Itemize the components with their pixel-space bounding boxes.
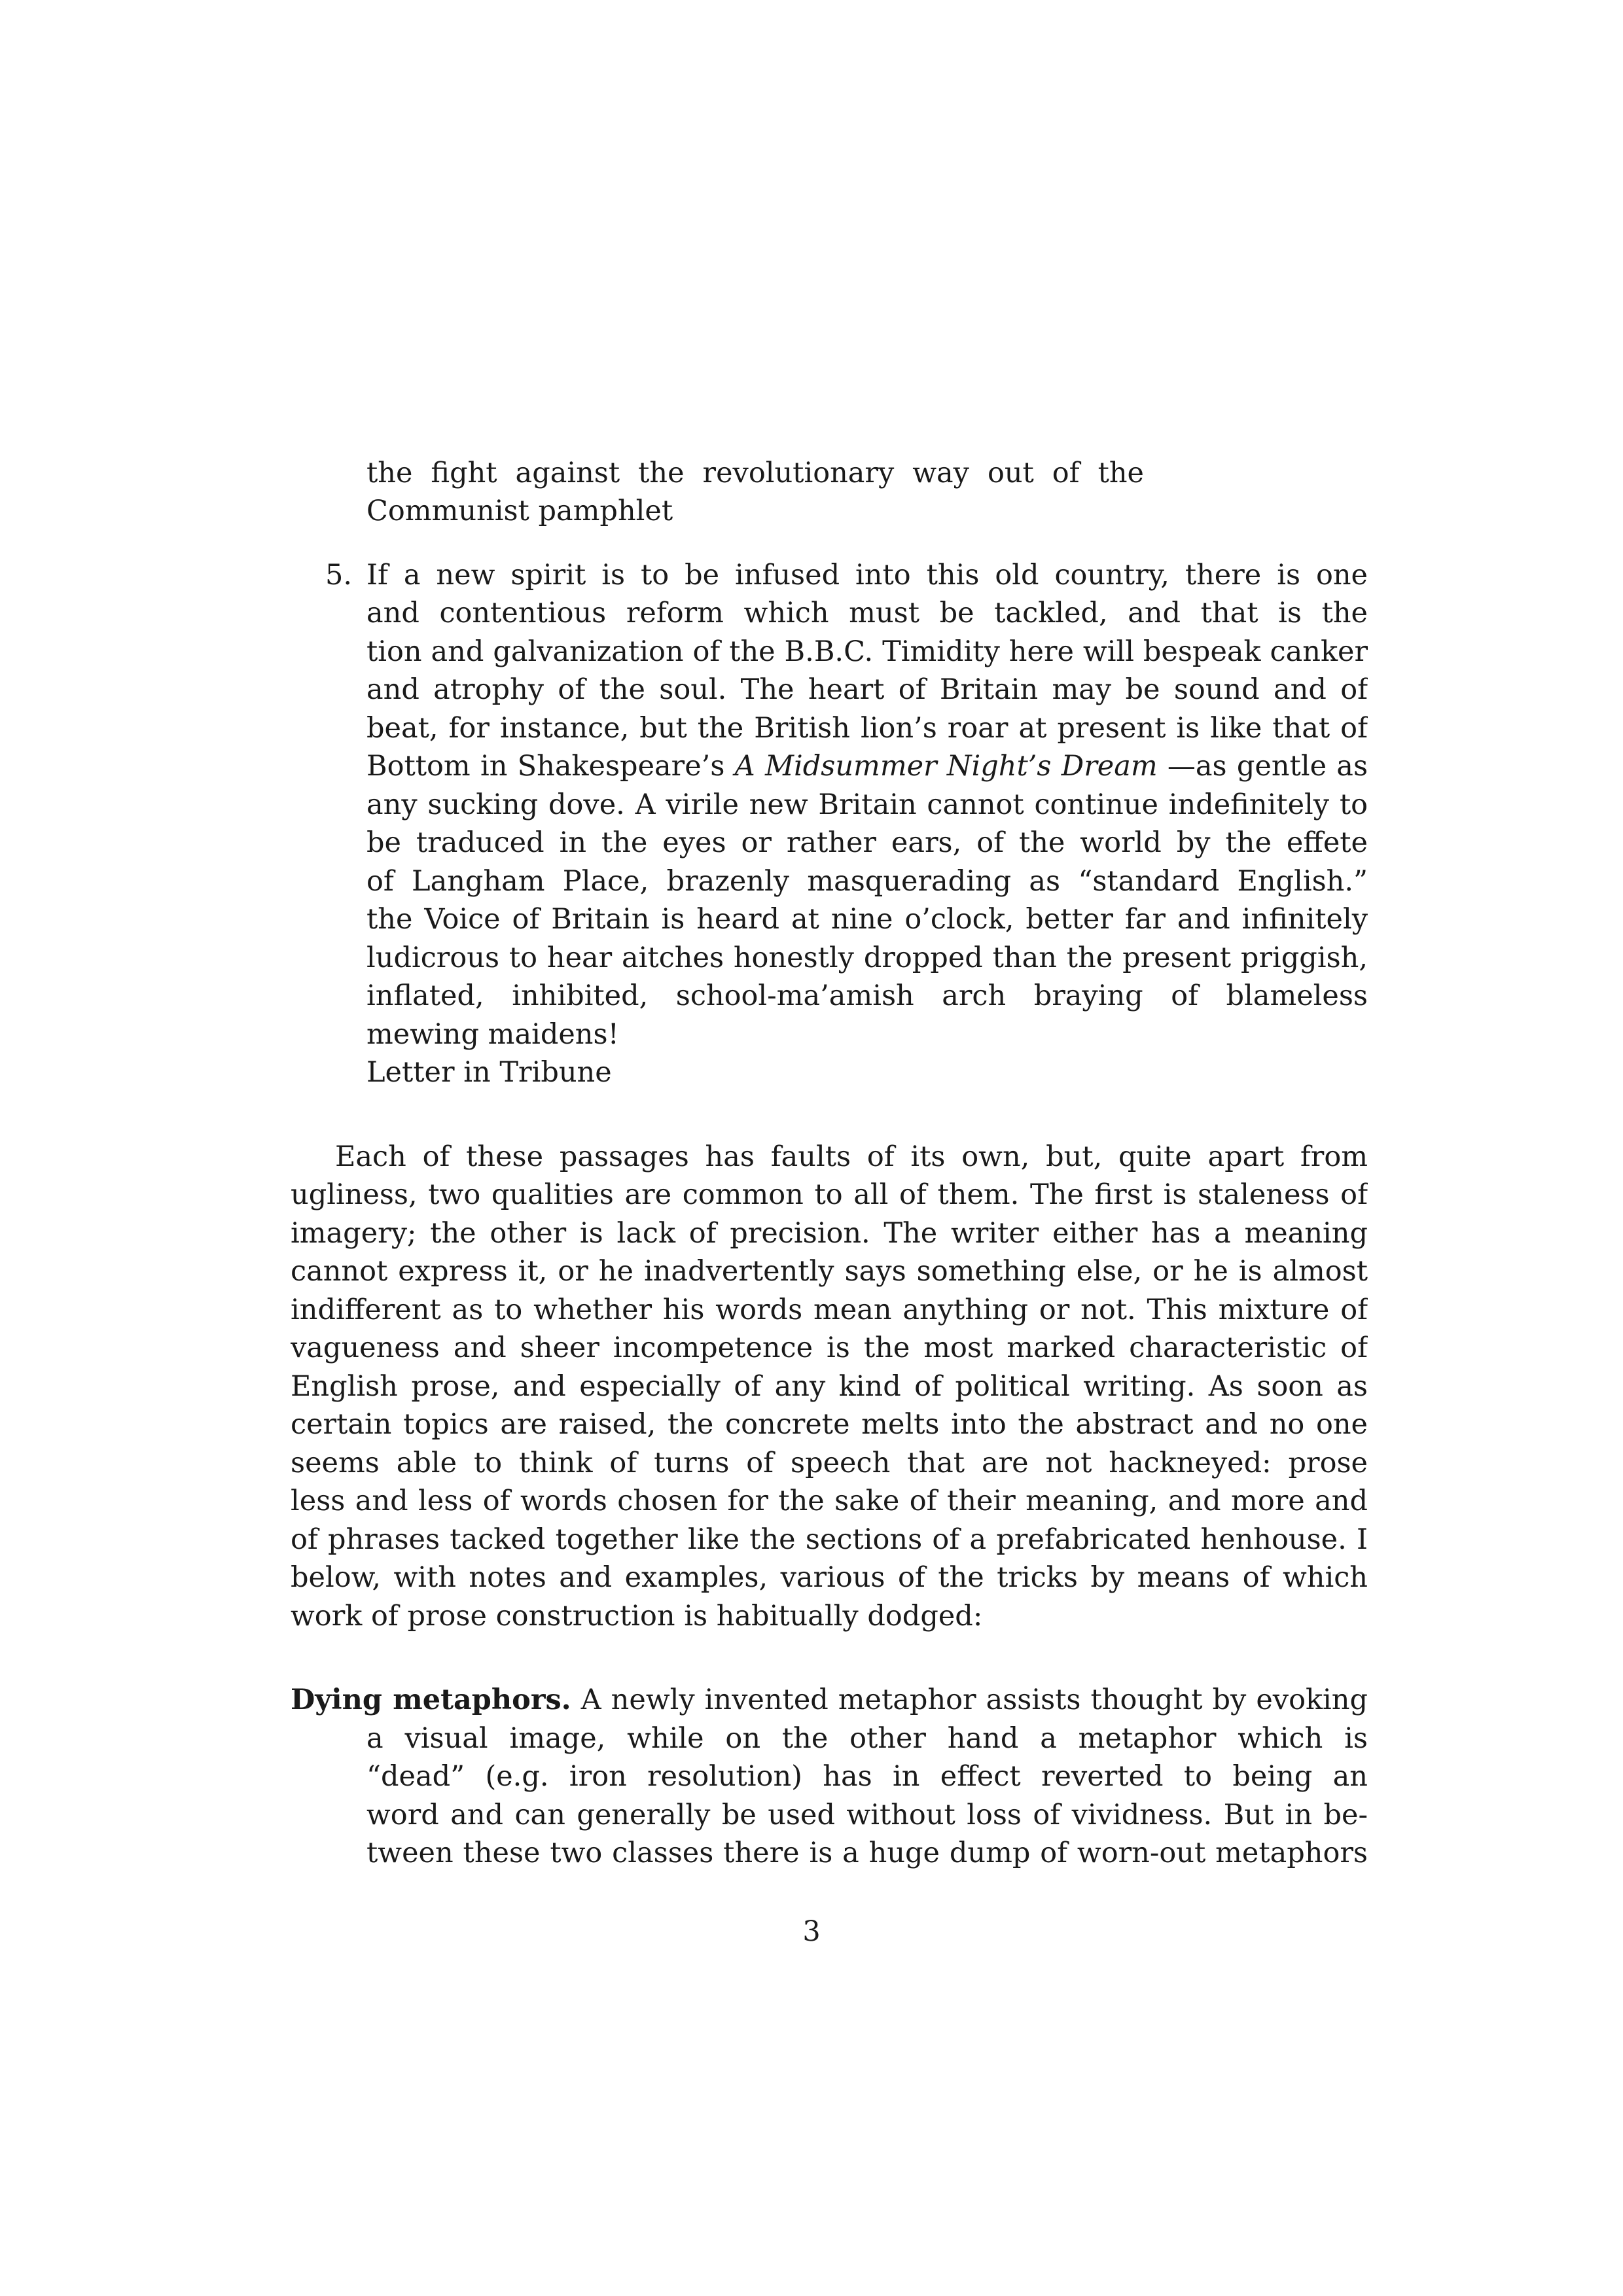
quote-line: the Voice of Britain is heard at nine o’clock, better far and infinitely xyxy=(366,903,1368,936)
quote-line: of Langham Place, brazenly masquerading as “standard English.” xyxy=(366,865,1368,898)
definition-text: A newly invented metaphor assists thought by evoking xyxy=(571,1684,1368,1716)
paragraph-line: Each of these passages has faults of its own, but, quite apart from xyxy=(335,1140,1368,1173)
quote-line: tion and galvanization of the B.B.C. Timidity here will bespeak canker xyxy=(366,635,1368,668)
definition-line xyxy=(291,1681,1368,1719)
paragraph-line: below, with notes and examples, various of the tricks by means of which xyxy=(291,1561,1368,1594)
definition-line: a visual image, while on the other hand a metaphor which is xyxy=(366,1722,1368,1755)
quote-line: inflated, inhibited, school-ma’amish arch braying of blameless xyxy=(366,980,1368,1012)
quote-line xyxy=(366,747,1368,785)
quote-source: Communist pamphlet xyxy=(366,495,673,527)
paragraph-line: less and less of words chosen for the sake of their meaning, and more and xyxy=(291,1485,1368,1517)
paragraph-line: imagery; the other is lack of precision. The writer either has a meaning xyxy=(291,1217,1368,1250)
paragraph-line: of phrases tacked together like the sections of a prefabricated henhouse. I xyxy=(291,1523,1368,1556)
quote-line: If a new spirit is to be infused into this old country, there is one xyxy=(366,559,1368,592)
paragraph-line: certain topics are raised, the concrete melts into the abstract and no one xyxy=(291,1408,1368,1441)
paragraph-line: seems able to think of turns of speech that are not hackneyed: prose xyxy=(291,1447,1368,1479)
quote-source: Letter in Tribune xyxy=(366,1056,612,1089)
quote-line: and atrophy of the soul. The heart of Britain may be sound and of xyxy=(366,673,1368,706)
quote-line: any sucking dove. A virile new Britain cannot continue indefinitely to xyxy=(366,788,1368,821)
paragraph-line: ugliness, two qualities are common to all of them. The first is staleness of xyxy=(291,1178,1368,1211)
paragraph-line: vagueness and sheer incompetence is the most marked characteristic of xyxy=(291,1332,1368,1364)
quote-text: Bottom in Shakespeare’s xyxy=(366,750,735,783)
paragraph-line: English prose, and especially of any kind of political writing. As soon as xyxy=(291,1370,1368,1403)
definition-line: tween these two classes there is a huge dump of worn-out metaphors xyxy=(366,1837,1368,1869)
definition-line: word and can generally be used without loss of vividness. But in be- xyxy=(366,1799,1368,1831)
paragraph-line: indifferent as to whether his words mean anything or not. This mixture of xyxy=(291,1294,1368,1326)
quote-line: and contentious reform which must be tackled, and that is the xyxy=(366,597,1368,629)
quote-line: be traduced in the eyes or rather ears, of the world by the effete xyxy=(366,826,1368,859)
quote-line: ludicrous to hear aitches honestly dropped than the present priggish, xyxy=(366,942,1368,974)
quote-line: the fight against the revolutionary way out of the xyxy=(366,457,1144,489)
definition-term: Dying metaphors. xyxy=(291,1684,571,1716)
quote-line: mewing maidens! xyxy=(366,1018,619,1051)
play-title: A Midsummer Night’s Dream xyxy=(734,750,1158,783)
quote-text: —as gentle as xyxy=(1157,750,1368,783)
paragraph-line: work of prose construction is habitually dodged: xyxy=(291,1600,983,1633)
page-number: 3 xyxy=(802,1915,821,1948)
quote-line: beat, for instance, but the British lion’s roar at present is like that of xyxy=(366,712,1368,745)
list-item-number: 5. xyxy=(325,559,353,592)
definition-line: “dead” (e.g. iron resolution) has in effect reverted to being an xyxy=(366,1760,1368,1793)
paragraph-line: cannot express it, or he inadvertently says something else, or he is almost xyxy=(291,1255,1368,1288)
